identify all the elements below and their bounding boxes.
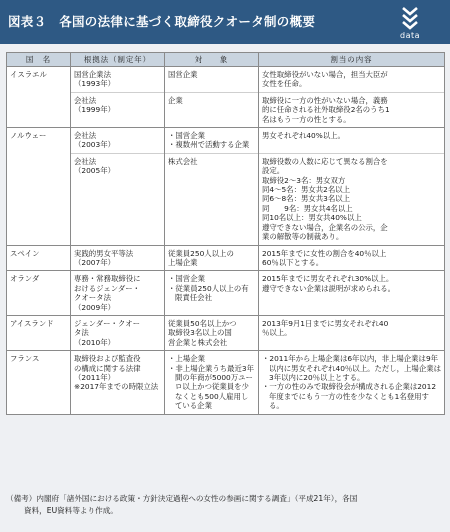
target-text: 従業員250人以上の有限責任会社 [175,283,249,303]
target-text: 上場企業 [168,257,198,267]
law-text: 会社法 [74,131,97,141]
header-country: 国 名 [7,53,71,67]
law-cell [71,92,165,127]
header-target: 対 象 [165,53,259,67]
table-row [7,153,445,245]
table-row [7,67,445,93]
header-content: 割当の内容 [259,53,445,67]
content-text: 2011年から上場企業は6年以内，非上場企業は9年以内に男女それぞれ40％以上。ただし，上場企業は3年以内に20％以上とする。 [269,354,442,382]
content-text: 同 9名：男女共4名以上 [262,203,353,213]
content-text: 女性を任命。 [262,79,307,89]
content-cell [259,92,445,127]
law-text: （2009年） [74,302,115,312]
target-cell [165,271,259,316]
content-cell [259,315,445,350]
quota-table [6,52,445,415]
target-text: 従業員250人以上の [168,248,234,258]
table-row [7,315,445,350]
target-text: 国営企業 [175,131,205,141]
target-text: 営企業と株式会社 [168,337,228,347]
law-text: （2005年） [74,166,115,176]
country-cell [7,128,71,245]
content-text: 同6～8名：男女共3名以上 [262,194,351,204]
law-text: 会社法 [74,156,97,166]
content-text: 遵守できない場合，企業名の公示，企 [262,222,388,232]
table-row [7,271,445,316]
target-text: 国営企業 [168,70,198,79]
target-text: 従業員50名以上かつ [168,318,237,328]
country-name: オランダ [10,274,40,284]
content-bullet: ・一方の性のみで取締役会が構成される企業は2012年度までにもう一方の性を少なくとも1名登用する。 [262,382,437,411]
country-name: スペイン [10,248,40,258]
law-note: ※2017年までの時限立法 [74,382,159,392]
law-cell [71,271,165,316]
country-cell [7,67,71,128]
table-row [7,245,445,271]
content-text: 取締役2～3名：男女双方 [262,175,346,185]
target-bullet: ・国営企業 [168,131,205,141]
data-badge: data [400,31,421,40]
law-text: 専務・常務取締役に [74,274,141,284]
target-bullet: ・複数州で活動する企業 [168,140,250,150]
law-text: ジェンダー・クオー [74,318,141,328]
figure-title: 図表３ 各国の法律に基づく取締役クオータ制の概要 [8,14,316,29]
law-text: タ法 [74,328,89,338]
content-text: ％以上。 [262,328,292,338]
content-text: 取締役数の人数に応じて異なる割合を [262,156,388,166]
country-cell [7,271,71,316]
table-row [7,351,445,414]
country-name: イスラエル [10,70,47,79]
target-cell [165,128,259,154]
country-cell [7,315,71,350]
law-text: の構成に関する法律 [74,363,141,373]
note-line: 資料，EU資料等より作成。 [24,506,118,515]
law-cell [71,153,165,245]
target-cell [165,351,259,414]
law-cell [71,67,165,93]
content-text: 女性取締役がいない場合，担当大臣が [262,70,388,79]
content-cell [259,128,445,154]
content-text: 同4～5名：男女共2名以上 [262,185,351,195]
note-line: （備考）内閣府「諸外国における政策・方針決定過程への女性の参画に関する調査」（平成21年），各国 [6,494,358,503]
content-text: 遵守できない企業は説明が求められる。 [262,283,396,293]
law-text: 国営企業法 [74,70,111,79]
content-text: 取締役に一方の性がいない場合，義務 [262,95,388,105]
law-text: （1993年） [74,79,115,89]
law-text: （2011年） [74,372,115,382]
content-cell [259,271,445,316]
content-text: 同10名以上：男女共40%以上 [262,213,362,223]
target-text: 株式会社 [168,156,198,166]
country-name: アイスランド [10,318,54,328]
target-text: 国営企業 [175,274,205,284]
target-text: 取締役3名以上の国 [168,328,232,338]
chevron-down-icon [401,6,419,34]
target-bullet: ・上場企業 [168,354,205,364]
target-text: 非上場企業うち最近3年間の年商が5000万ユーロ以上かつ従業員を少なくとも500人雇用している企業 [175,363,255,411]
target-cell [165,67,259,93]
law-cell [71,245,165,271]
law-text: （1999年） [74,105,115,115]
law-text: 取締役および監査役 [74,354,141,364]
table-row [7,128,445,154]
law-text: クオータ法 [74,293,111,303]
target-cell [165,153,259,245]
law-text: （2003年） [74,140,115,150]
title-bar [0,0,450,44]
law-cell [71,128,165,154]
content-text: 2015年までに男女それぞれ30%以上。 [262,274,394,284]
law-text: 実践的男女平等法 [74,248,134,258]
content-text: 名はもう一方の性とする。 [262,114,351,124]
law-text: （2007年） [74,257,115,267]
target-bullet: ・従業員250人以上の有限責任会社 [168,283,249,303]
law-cell [71,351,165,414]
source-note [6,493,444,517]
table-row [7,92,445,127]
target-cell [165,92,259,127]
target-text: 複数州で活動する企業 [175,140,250,150]
country-cell [7,351,71,414]
target-cell [165,315,259,350]
target-cell [165,245,259,271]
country-name: ノルウェー [10,131,47,141]
content-text: 男女それぞれ40%以上。 [262,131,345,141]
content-cell [259,153,445,245]
quota-table-wrap [6,52,444,415]
country-cell [7,245,71,271]
law-cell [71,315,165,350]
target-text: 企業 [168,95,183,105]
target-text: 上場企業 [175,354,205,364]
target-bullet: ・国営企業 [168,274,205,284]
table-body [7,67,445,415]
content-bullet: ・2011年から上場企業は6年以内，非上場企業は9年以内に男女それぞれ40％以上。ただし，上場企業は3年以内に20％以上とする。 [262,354,442,382]
content-cell [259,351,445,414]
target-bullet: ・非上場企業うち最近3年間の年商が5000万ユーロ以上かつ従業員を少なくとも500人雇用している企業 [168,363,255,411]
content-text: 的に任命される社外取締役2名のうち1 [262,105,390,115]
content-text: 一方の性のみで取締役会が構成される企業は2012年度までにもう一方の性を少なくとも1名登用する。 [269,382,437,411]
content-cell [259,245,445,271]
law-text: おけるジェンダー・ [74,283,141,293]
content-text: 60％以下とする。 [262,257,324,267]
table-header-row [7,53,445,67]
content-text: 業の解散等の制裁あり。 [262,232,344,242]
header-law: 根拠法（制定年） [71,53,165,67]
law-text: （2010年） [74,337,115,347]
content-text: 2015年までに女性の割合を40％以上 [262,248,387,258]
law-text: 会社法 [74,95,97,105]
country-name: フランス [10,354,40,364]
content-text: 2013年9月1日までに男女それぞれ40 [262,318,389,328]
content-cell [259,67,445,93]
content-text: 設定。 [262,166,285,176]
